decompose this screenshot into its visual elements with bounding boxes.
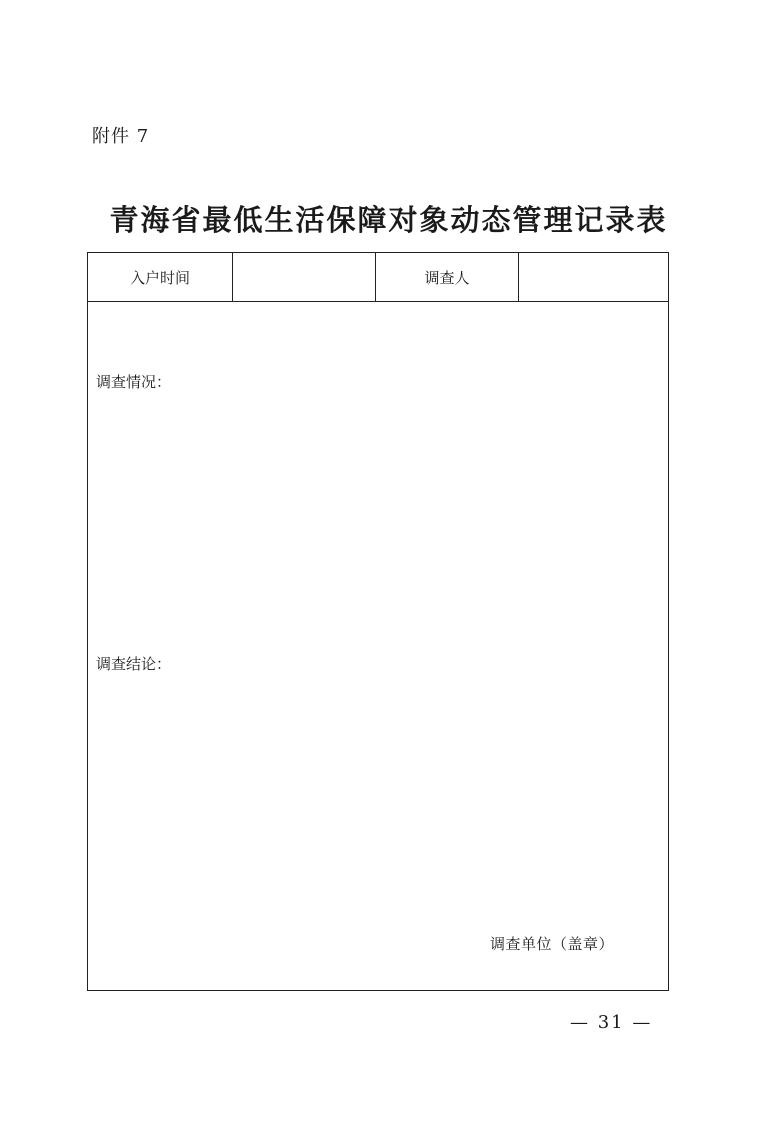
investigator-field[interactable] (519, 253, 668, 301)
form-title: 青海省最低生活保障对象动态管理记录表 (109, 203, 668, 237)
investigation-situation-label: 调查情况： (96, 373, 172, 391)
investigator-label: 调查人 (376, 253, 519, 301)
visit-time-label: 入户时间 (88, 253, 233, 301)
header-row (88, 253, 668, 302)
page-number: — 31 — (570, 1012, 653, 1033)
record-form (87, 252, 669, 991)
investigation-conclusion-label: 调查结论： (96, 655, 172, 673)
attachment-label: 附件 7 (92, 126, 150, 147)
visit-time-field[interactable] (233, 253, 376, 301)
investigation-unit-seal-label: 调查单位（盖章） (490, 935, 615, 953)
